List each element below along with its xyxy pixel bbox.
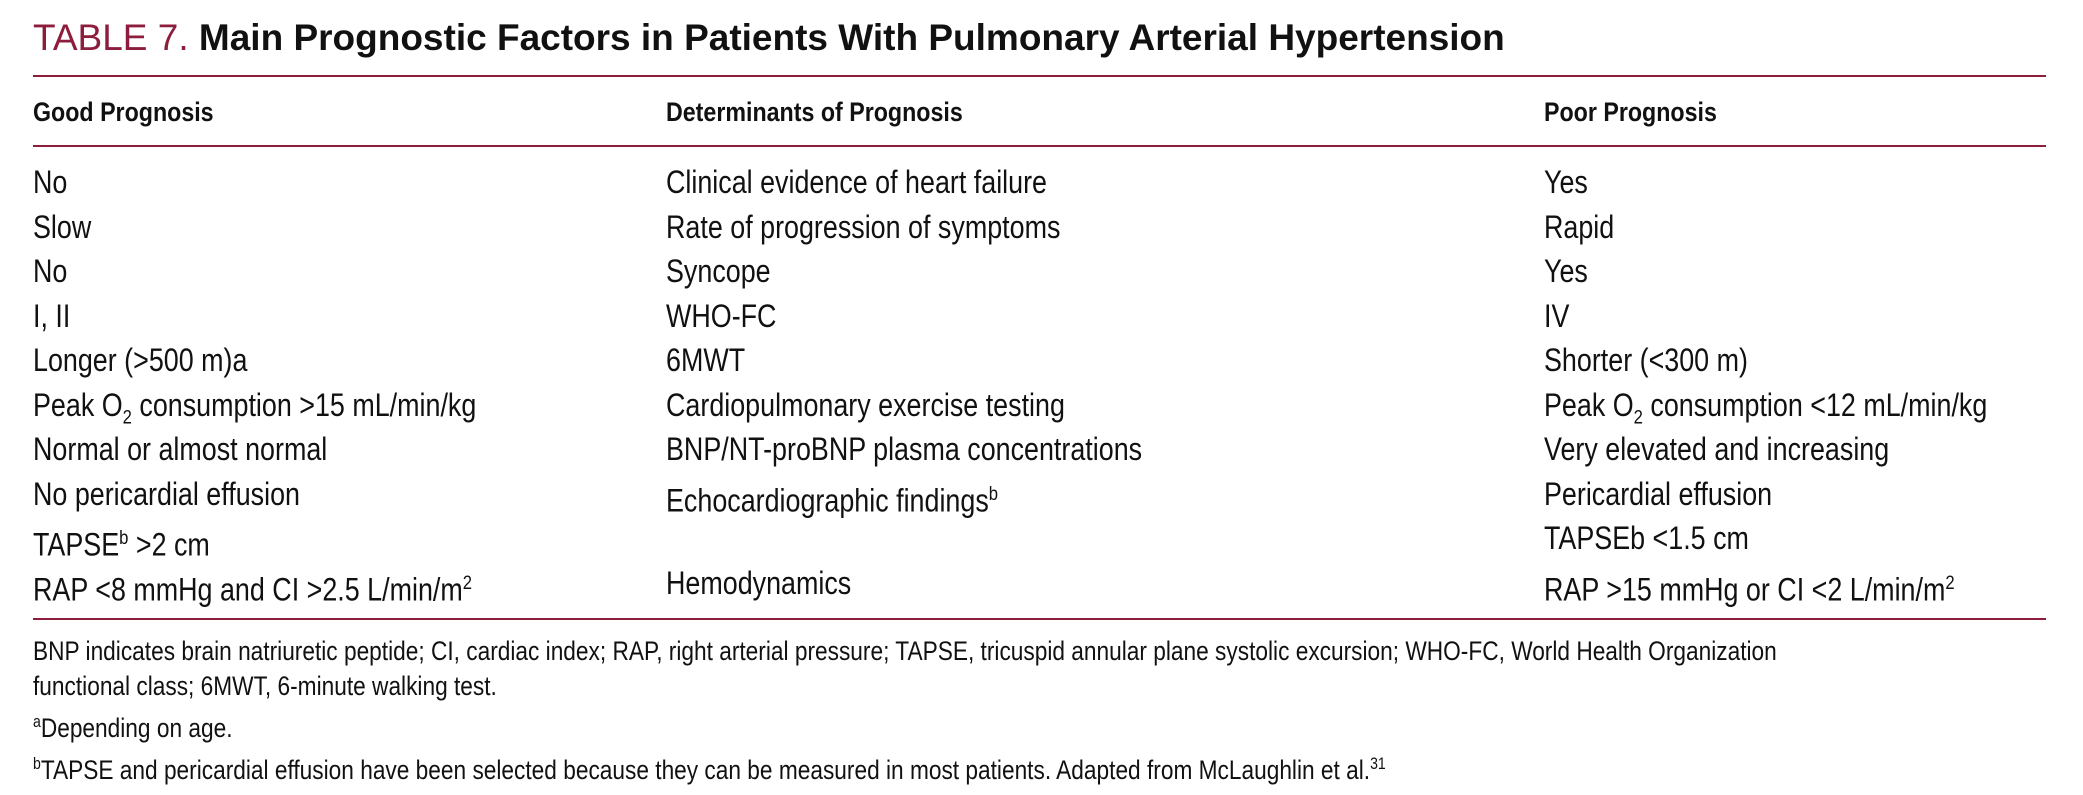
cell-good: Slow (33, 208, 92, 245)
cell-determinant: Rate of progression of symptoms (666, 208, 1061, 245)
cell-determinant: Syncope (666, 253, 771, 289)
cell-poor: RAP >15 mmHg or CI <2 $L/\min/m^2$ (1544, 571, 1955, 608)
cell-good: No (33, 164, 68, 200)
table-row (33, 515, 2046, 563)
table-row (33, 471, 2046, 519)
cell-determinant: Echocardiographic findings$^b$ (666, 482, 999, 519)
header-good-prognosis: Good Prognosis (33, 97, 214, 127)
cell-determinant: WHO-FC (666, 297, 777, 334)
cell-poor: Yes (1544, 164, 1588, 200)
table-footnotes (33, 634, 2046, 788)
cell-good: RAP <8 mmHg and CI >2.5 $L/\min/m^2$ (33, 571, 473, 608)
table-row (33, 204, 2046, 249)
cell-good: Peak $O_2$ consumption >15 mL/min/kg (33, 386, 477, 428)
cell-determinant: BNP/NT-proBNP plasma concentrations (666, 431, 1143, 467)
table-container (33, 14, 2046, 788)
table-header-row (33, 77, 2046, 145)
cell-determinant: Clinical evidence of heart failure (666, 164, 1048, 200)
header-determinants: Determinants of Prognosis (666, 97, 963, 127)
cell-determinant: Hemodynamics (666, 564, 852, 601)
cell-poor: IV (1544, 297, 1570, 334)
footnote-a: $^a$Depending on age. (33, 712, 233, 743)
cell-poor: Rapid (1544, 208, 1615, 245)
header-poor-prognosis: Poor Prognosis (1544, 97, 1717, 127)
footnote-abbreviations-cont: functional class; 6MWT, 6-minute walking test. (33, 671, 497, 701)
table-row (33, 382, 2046, 427)
cell-good: $TAPSE^b >2$ cm (33, 526, 210, 563)
table-title (33, 14, 2046, 62)
bottom-rule (33, 618, 2046, 620)
table-label: TABLE 7. (33, 17, 189, 58)
cell-good: No pericardial effusion (33, 475, 300, 512)
footnote-abbreviations: BNP indicates brain natriuretic peptide; CI, cardiac index; RAP, right arterial pressure; TAPSE, tricuspid annular plane systolic excursion; WHO-FC, World Health Organization (33, 636, 1777, 666)
cell-determinant: Cardiopulmonary exercise testing (666, 386, 1065, 423)
table-body (33, 147, 2046, 618)
table-row (33, 248, 2046, 293)
footnote-b: $^b$TAPSE and pericardial effusion have been selected because they can be measured in most patients. Adapted from McLaughlin et al.$^{31}$ (33, 754, 1386, 785)
cell-poor: Very elevated and increasing (1544, 431, 1890, 467)
cell-poor: Pericardial effusion (1544, 475, 1773, 512)
cell-good: I, II (33, 297, 71, 334)
cell-poor: Yes (1544, 253, 1588, 289)
table-row (33, 293, 2046, 338)
cell-determinant: 6MWT (666, 342, 746, 378)
cell-poor: Shorter (<300 m) (1544, 342, 1748, 378)
cell-good: No (33, 253, 68, 289)
cell-good: Normal or almost normal (33, 431, 328, 467)
cell-poor: Peak $O_2$ consumption <12 mL/min/kg (1544, 386, 1988, 428)
table-row (33, 560, 2046, 608)
table-row (33, 159, 2046, 204)
cell-good: Longer (>500 m)a (33, 342, 248, 378)
table-row (33, 426, 2046, 471)
table-title-text: Main Prognostic Factors in Patients With Pulmonary Arterial Hypertension (198, 17, 1505, 58)
table-row (33, 337, 2046, 382)
cell-poor: TAPSEb <1.5 cm (1544, 520, 1749, 556)
